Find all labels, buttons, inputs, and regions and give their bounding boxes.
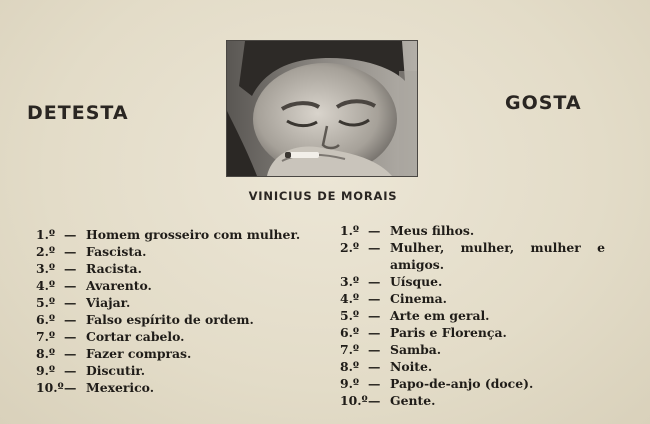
like-item-text: Meus filhos. — [390, 223, 475, 238]
gosta-heading: GOSTA — [505, 92, 582, 114]
like-item-dash: — — [368, 376, 381, 391]
dislike-item-number: 4.º — [36, 278, 56, 293]
like-item-text: Uísque. — [390, 274, 443, 289]
dislike-item — [36, 226, 304, 243]
like-item-number: 3.º — [340, 274, 360, 289]
dislike-item-number: 2.º — [36, 244, 56, 259]
dislike-item-dash: — — [64, 346, 77, 361]
like-item-text: Samba. — [390, 342, 442, 357]
dislike-item-number: 9.º — [36, 363, 56, 378]
like-item — [340, 392, 605, 409]
like-item-dash: — — [368, 325, 381, 340]
dislike-item — [36, 294, 304, 311]
like-item — [340, 341, 605, 358]
like-item-dash: — — [368, 274, 381, 289]
like-item — [340, 222, 605, 239]
dislike-item-number: 10.º — [36, 380, 64, 395]
dislike-item-text: Viajar. — [86, 295, 131, 310]
dislike-item — [36, 328, 304, 345]
dislike-item-number: 7.º — [36, 329, 56, 344]
like-item-dash: — — [368, 342, 381, 357]
like-item-text: Papo-de-anjo (doce). — [390, 376, 534, 391]
dislike-item-dash: — — [64, 312, 77, 327]
dislike-item — [36, 243, 304, 260]
likes-list — [340, 222, 605, 409]
dislike-item-number: 3.º — [36, 261, 56, 276]
like-item — [340, 375, 605, 392]
like-item-number: 6.º — [340, 325, 360, 340]
dislike-item — [36, 311, 304, 328]
like-item — [340, 239, 605, 273]
like-item-text: Mulher, mulher, mulher e amigos. — [390, 240, 605, 272]
dislike-item-text: Racista. — [86, 261, 142, 276]
dislike-item-text: Mexerico. — [86, 380, 155, 395]
like-item-number: 2.º — [340, 240, 360, 255]
dislike-item-number: 8.º — [36, 346, 56, 361]
dislike-item-number: 5.º — [36, 295, 56, 310]
dislike-item-number: 6.º — [36, 312, 56, 327]
like-item-dash: — — [368, 359, 381, 374]
dislike-item — [36, 345, 304, 362]
dislike-item-dash: — — [64, 329, 77, 344]
like-item-dash: — — [368, 308, 381, 323]
like-item-dash: — — [368, 240, 381, 255]
like-item-text: Paris e Florença. — [390, 325, 507, 340]
dislike-item-dash: — — [64, 227, 77, 242]
like-item — [340, 307, 605, 324]
dislike-item-text: Avarento. — [86, 278, 152, 293]
dislike-item-dash: — — [64, 295, 77, 310]
like-item-number: 7.º — [340, 342, 360, 357]
photo-caption: VINICIUS DE MORAIS — [248, 189, 398, 203]
dislike-item-number: 1.º — [36, 227, 56, 242]
dislike-item-dash: — — [64, 261, 77, 276]
like-item-number: 8.º — [340, 359, 360, 374]
dislike-item — [36, 379, 304, 396]
like-item — [340, 290, 605, 307]
like-item-number: 1.º — [340, 223, 360, 238]
dislike-item — [36, 260, 304, 277]
like-item-text: Arte em geral. — [390, 308, 490, 323]
dislike-item-dash: — — [64, 244, 77, 259]
like-item-number: 4.º — [340, 291, 360, 306]
like-item-dash: — — [368, 223, 381, 238]
dislike-item-text: Fazer compras. — [86, 346, 192, 361]
detesta-heading: DETESTA — [27, 102, 129, 124]
like-item-dash: — — [368, 393, 381, 408]
dislike-item-text: Fascista. — [86, 244, 147, 259]
dislike-item-text: Discutir. — [86, 363, 146, 378]
like-item-text: Cinema. — [390, 291, 447, 306]
dislike-item-text: Falso espírito de ordem. — [86, 312, 254, 327]
like-item — [340, 273, 605, 290]
like-item-number: 9.º — [340, 376, 360, 391]
dislike-item-text: Cortar cabelo. — [86, 329, 185, 344]
like-item — [340, 358, 605, 375]
portrait-illustration — [227, 41, 417, 176]
dislike-item-dash: — — [64, 380, 77, 395]
dislike-item-dash: — — [64, 278, 77, 293]
like-item-text: Noite. — [390, 359, 433, 374]
like-item-text: Gente. — [390, 393, 436, 408]
dislikes-list — [36, 226, 304, 396]
dislike-item — [36, 277, 304, 294]
like-item — [340, 324, 605, 341]
dislike-item-dash: — — [64, 363, 77, 378]
portrait-photo — [226, 40, 418, 177]
like-item-number: 5.º — [340, 308, 360, 323]
like-item-number: 10.º — [340, 393, 368, 408]
dislike-item-text: Homem grosseiro com mulher. — [86, 227, 301, 242]
dislike-item — [36, 362, 304, 379]
like-item-dash: — — [368, 291, 381, 306]
